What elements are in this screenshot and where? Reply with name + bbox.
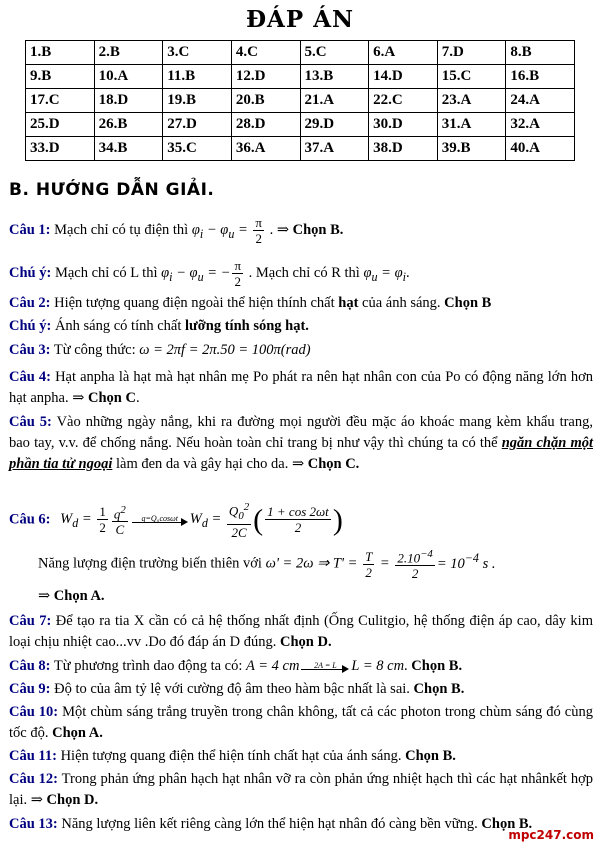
formula: $W_d$ = bbox=[60, 511, 96, 531]
answer-row bbox=[26, 113, 575, 137]
answer-cell: 9.B bbox=[26, 65, 95, 89]
answer-choice: Chọn B. bbox=[411, 658, 463, 674]
note-2: Chú ý: Ánh sáng có tính chất lưỡng tính sóng hạt. bbox=[9, 318, 309, 334]
answer-choice: Chọn C bbox=[88, 390, 136, 406]
question-6-line-2: Năng lượng điện trường biến thiên với ω' = 2ω ⇒ T' = $\frac{T}{2}$ = $\frac{2.10^{-4}}{2}$ = $10^{-4}$ s . bbox=[38, 548, 496, 582]
question-6-line-3: ⇒ Chọn A. bbox=[38, 588, 105, 604]
answer-cell: 35.C bbox=[163, 137, 232, 161]
question-7: Câu 7: Để tạo ra tia X cần có cả hệ thống nhất định (Ống Culitgio, hệ thống điện áp cao, dây kim loại chịu nhiệt cao...vv .Do đó đáp án D đúng. Chọn D. bbox=[9, 613, 593, 650]
fraction: $\frac{\pi}{2}$ bbox=[234, 258, 242, 289]
answer-choice: Chọn B. bbox=[413, 681, 465, 697]
answer-cell: 37.A bbox=[300, 137, 369, 161]
answer-cell: 34.B bbox=[94, 137, 163, 161]
answer-cell: 24.A bbox=[506, 89, 575, 113]
answer-cell: 7.D bbox=[437, 41, 506, 65]
answer-cell: 4.C bbox=[231, 41, 300, 65]
answer-choice: Chọn B. bbox=[405, 748, 456, 764]
answer-row bbox=[26, 65, 575, 89]
answer-cell: 28.D bbox=[231, 113, 300, 137]
question-4: Câu 4: Hạt anpha là hạt mà hạt nhân mẹ Po phát ra nên hạt nhân con của Po có động năng lớn hơn hạt anpha. ⇒ Chọn C. bbox=[9, 369, 593, 406]
answer-cell: 6.A bbox=[369, 41, 438, 65]
answer-choice: Chọn A. bbox=[53, 588, 105, 604]
arrow: 2A = L bbox=[301, 662, 349, 672]
answer-choice: Chọn C. bbox=[307, 456, 360, 472]
answer-cell: 11.B bbox=[163, 65, 232, 89]
question-10: Câu 10: Một chùm sáng trắng truyền trong chân không, tất cả các photon trong chùm sáng đó cùng tốc độ. Chọn A. bbox=[9, 704, 593, 741]
answer-cell: 20.B bbox=[231, 89, 300, 113]
answer-cell: 38.D bbox=[369, 137, 438, 161]
answer-cell: 25.D bbox=[26, 113, 95, 137]
answer-cell: 1.B bbox=[26, 41, 95, 65]
question-12: Câu 12: Trong phản ứng phân hạch hạt nhân vỡ ra còn phản ứng nhiệt hạch thì các hạt nhânkết hợp lại. ⇒ Chọn D. bbox=[9, 771, 593, 808]
question-8: Câu 8: Từ phương trình dao động ta có: A = 4 cm 2A = L L = 8 cm. Chọn B. bbox=[9, 658, 463, 674]
answer-cell: 12.D bbox=[231, 65, 300, 89]
answer-cell: 27.D bbox=[163, 113, 232, 137]
answer-cell: 17.C bbox=[26, 89, 95, 113]
answer-row bbox=[26, 137, 575, 161]
answer-row bbox=[26, 89, 575, 113]
note-label: Chú ý: bbox=[9, 264, 52, 281]
answer-cell: 8.B bbox=[506, 41, 575, 65]
page-title: ĐÁP ÁN bbox=[245, 6, 355, 33]
answer-table bbox=[25, 40, 575, 161]
answer-cell: 3.C bbox=[163, 41, 232, 65]
question-6: Câu 6: $W_d$ = $\frac{1}{2}$ $\frac{q^2}{C}$ q=Q₀cosωt $W_d$ = $\frac{Q_0^2}{2C}$ ( $\frac{1 + \cos 2\omega t}{2}$ ) bbox=[9, 501, 343, 540]
answer-choice: Chọn B. bbox=[481, 816, 533, 832]
answer-cell: 22.C bbox=[369, 89, 438, 113]
answer-cell: 33.D bbox=[26, 137, 95, 161]
answer-choice: Chọn A. bbox=[52, 725, 103, 741]
arrow: q=Q₀cosωt bbox=[132, 515, 188, 525]
answer-cell: 19.B bbox=[163, 89, 232, 113]
formula: $\varphi_u = \varphi_i$ bbox=[363, 264, 406, 284]
question-9: Câu 9: Độ to của âm tỷ lệ với cường độ âm theo hàm bậc nhất là sai. Chọn B. bbox=[9, 681, 465, 697]
formula: ω = 2πf = 2π.50 = 100π(rad) bbox=[139, 342, 311, 358]
question-1: Câu 1: Mạch chỉ có tụ điện thì $\varphi_i - \varphi_u$ = $\frac{\pi}{2}$ . ⇒ Chọn B. bbox=[9, 215, 344, 246]
question-3: Câu 3: Từ công thức: ω = 2πf = 2π.50 = 100π(rad) bbox=[9, 342, 311, 358]
answer-choice: Chọn B. bbox=[292, 221, 344, 238]
question-label: Câu 1: bbox=[9, 221, 51, 238]
answer-cell: 40.A bbox=[506, 137, 575, 161]
question-13: Câu 13: Năng lượng liên kết riêng càng lớn thể hiện hạt nhân đó càng bền vững. Chọn B. bbox=[9, 816, 533, 832]
answer-cell: 16.B bbox=[506, 65, 575, 89]
answer-cell: 39.B bbox=[437, 137, 506, 161]
question-2: Câu 2: Hiện tượng quang điện ngoài thể hiện thính chất hạt của ánh sáng. Chọn B bbox=[9, 295, 492, 311]
answer-cell: 15.C bbox=[437, 65, 506, 89]
answer-cell: 13.B bbox=[300, 65, 369, 89]
answer-cell: 14.D bbox=[369, 65, 438, 89]
answer-cell: 21.A bbox=[300, 89, 369, 113]
answer-cell: 31.A bbox=[437, 113, 506, 137]
answer-cell: 2.B bbox=[94, 41, 163, 65]
answer-choice: Chọn D. bbox=[280, 634, 332, 650]
answer-row bbox=[26, 41, 575, 65]
answer-cell: 30.D bbox=[369, 113, 438, 137]
answer-cell: 18.D bbox=[94, 89, 163, 113]
note-1: Chú ý: Mạch chỉ có L thì $\varphi_i - \varphi_u$ = − $\frac{\pi}{2}$ . Mạch chỉ có R thì $\varphi_u = \varphi_i$. bbox=[9, 258, 410, 289]
answer-cell: 23.A bbox=[437, 89, 506, 113]
section-title: B. HƯỚNG DẪN GIẢI. bbox=[9, 180, 215, 200]
question-5: Câu 5: Vào những ngày nắng, khi ra đường mọi người đều mặc áo khoác mang kèm khẩu trang, bao tay, v.v. để chống nắng. Nếu hoàn toàn chỉ trang bị như vậy thì chúng ta có thể ngăn chặn một phần tia tử ngoại làm đen da và gây hại cho da. ⇒ Chọn C. bbox=[9, 414, 594, 472]
formula: $\varphi_i - \varphi_u$ = − bbox=[161, 264, 231, 284]
answer-choice: Chọn D. bbox=[46, 792, 99, 808]
watermark: mpc247.com bbox=[508, 828, 594, 842]
answer-cell: 5.C bbox=[300, 41, 369, 65]
answer-cell: 32.A bbox=[506, 113, 575, 137]
answer-cell: 10.A bbox=[94, 65, 163, 89]
answer-cell: 26.B bbox=[94, 113, 163, 137]
question-11: Câu 11: Hiện tượng quang điện thể hiện tính chất hạt của ánh sáng. Chọn B. bbox=[9, 748, 456, 764]
answer-choice: Chọn B bbox=[444, 295, 492, 311]
answer-cell: 36.A bbox=[231, 137, 300, 161]
fraction: $\frac{\pi}{2}$ bbox=[255, 215, 262, 246]
answer-cell: 29.D bbox=[300, 113, 369, 137]
formula: $\varphi_i - \varphi_u$ = bbox=[191, 221, 252, 241]
